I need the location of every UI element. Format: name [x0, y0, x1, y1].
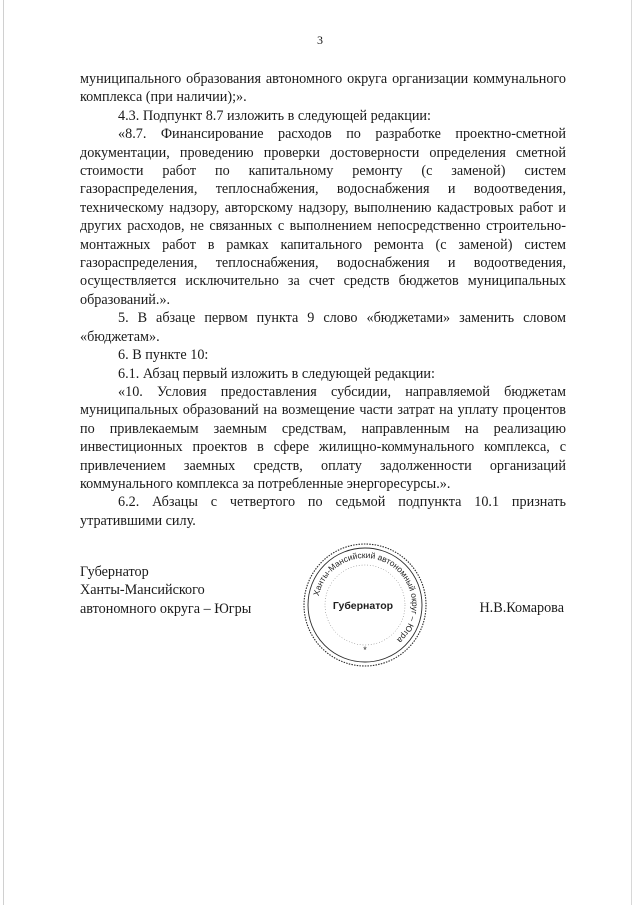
signature-title-block — [80, 563, 251, 618]
scan-edge-right — [631, 0, 632, 905]
paragraph-8-7-text: «8.7. Финансирование расходов по разработке проектно-сметной документации, проведению проверки достоверности определения сметной стоимости работ по капитальному ремонту (с заменой) систем газораспределения, теплоснабжения, водоснабжения и водоотведения, техническому надзору, авторскому надзору, выполнению кадастровых работ и других расходов, не связанных с выполнением непосредственно строительно-монтажных работ в рамках капитального ремонта (с заменой) систем газораспределения, теплоснабжения, водоснабжения и водоотведения, осуществляется исключительно за счет средств бюджетов муниципальных образований.». — [80, 126, 566, 308]
signature-title-line: Губернатор — [80, 564, 149, 580]
document-body — [80, 70, 566, 530]
seal-star: * — [363, 645, 367, 655]
signer-name: Н.В.Комарова — [479, 600, 564, 616]
seal-outer-text: Ханты-Мансийский автономный округ – Югра — [310, 549, 421, 646]
signature-title-line: автономного округа – Югры — [80, 600, 252, 617]
paragraph-5: 5. В абзаце первом пункта 9 слово «бюджетами» заменить словом «бюджетам». — [80, 310, 566, 345]
paragraph-6-1: 6.1. Абзац первый изложить в следующей редакции: — [118, 365, 435, 382]
page-number: 3 — [317, 33, 323, 47]
signature-title-line: Ханты-Мансийского — [80, 582, 205, 599]
seal-graphic — [300, 540, 430, 670]
paragraph-4-3: 4.3. Подпункт 8.7 изложить в следующей редакции: — [118, 107, 431, 124]
scan-edge-left — [3, 0, 4, 905]
official-seal — [300, 540, 430, 670]
paragraph-6: 6. В пункте 10: — [118, 347, 209, 364]
paragraph-6-2: 6.2. Абзацы с четвертого по седьмой подпункта 10.1 признать утратившими силу. — [80, 494, 566, 529]
seal-center-text: Губернатор — [332, 600, 394, 612]
paragraph-10-text: «10. Условия предоставления субсидии, направляемой бюджетам муниципальных образований на возмещение части затрат на уплату процентов по привлекаемым заемным средствам, направленным на реализацию инвестиционных проектов в сфере жилищно-коммунального комплекса, с привлечением заемных средств, оплату задолженности организаций коммунального комплекса за потребленные энергоресурсы.». — [80, 383, 566, 492]
paragraph-continuation: муниципального образования автономного округа организации коммунального комплекса (при наличии);». — [80, 71, 566, 106]
